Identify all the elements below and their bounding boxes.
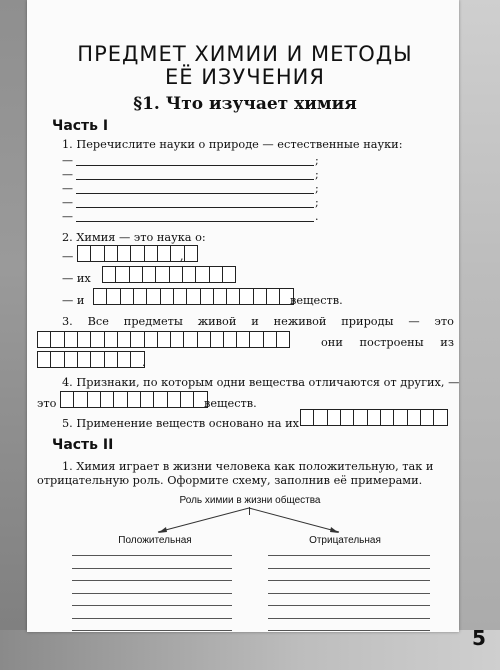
page-number: 5 [472, 626, 486, 650]
schema-root-label: Роль химии в жизни общества [179, 495, 321, 506]
q2-and-label: — и [62, 294, 85, 307]
answer-line[interactable] [72, 593, 232, 594]
answer-line[interactable] [268, 593, 430, 594]
page-title-line1: ПРЕДМЕТ ХИМИИ И МЕТОДЫ [77, 42, 413, 66]
q2-comma: , [180, 250, 184, 263]
paragraph-heading: §1. Что изучает химия [133, 94, 357, 114]
schema-negative-label: Отрицательная [309, 535, 381, 546]
question3-line1: 3. Все предметы живой и неживой природы — это [62, 315, 454, 328]
q2-tail: веществ. [290, 294, 343, 307]
answer-line[interactable] [72, 555, 232, 556]
q2-their-label: — их [62, 272, 91, 285]
q4-this-label: это [37, 397, 57, 410]
q3-dot: . [142, 356, 146, 369]
answer-line[interactable] [268, 580, 430, 581]
answer-line[interactable] [72, 568, 232, 569]
part2-question1-line2: отрицательную роль. Оформите схему, заполнив её примерами. [37, 474, 423, 487]
question2-text: 2. Химия — это наука о: [62, 231, 206, 244]
part1-heading: Часть I [52, 118, 109, 134]
answer-line[interactable] [72, 580, 232, 581]
q4-tail: веществ. [204, 397, 257, 410]
schema-positive-label: Положительная [118, 535, 192, 546]
question5-text: 5. Применение веществ основано на их [62, 417, 299, 430]
answer-line[interactable] [268, 630, 430, 631]
answer-line[interactable] [268, 618, 430, 619]
answer-line[interactable] [72, 630, 232, 631]
answer-line[interactable] [268, 555, 430, 556]
part2-heading: Часть II [52, 437, 114, 453]
answer-line[interactable] [72, 618, 232, 619]
q3-middle-text: они построены из [321, 336, 454, 349]
part2-question1-line1: 1. Химия играет в жизни человека как положительную, так и [62, 460, 434, 473]
q2-dash-1: — [62, 250, 74, 263]
question1-text: 1. Перечислите науки о природе — естественные науки: [62, 138, 403, 151]
answer-line[interactable] [268, 605, 430, 606]
answer-line[interactable] [72, 605, 232, 606]
page-title-line2: ЕЁ ИЗУЧЕНИЯ [165, 65, 325, 89]
question4-text: 4. Признаки, по которым одни вещества отличаются от других, — [62, 376, 460, 389]
answer-line[interactable] [268, 568, 430, 569]
